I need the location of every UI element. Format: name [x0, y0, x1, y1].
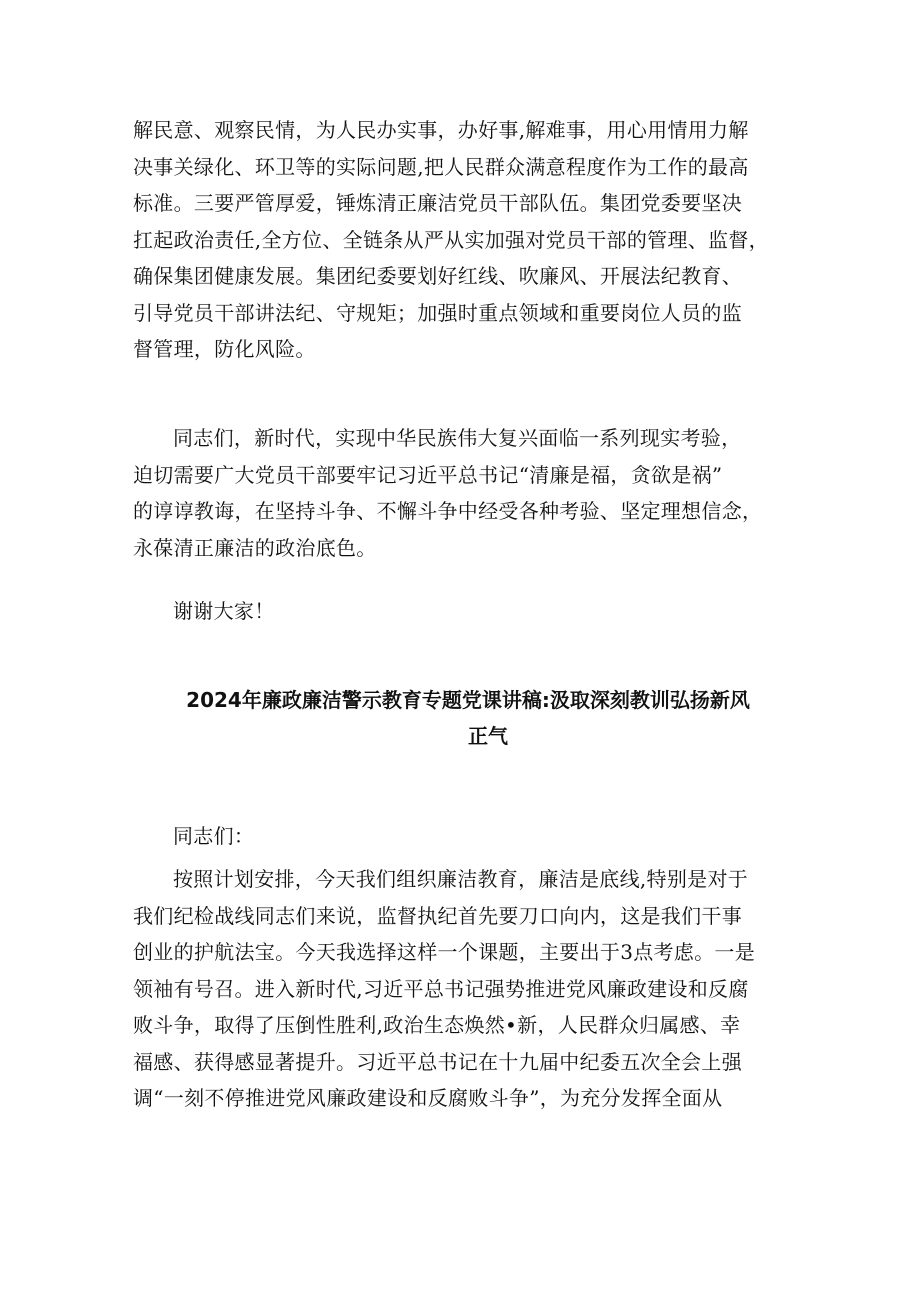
closing-thanks	[133, 593, 803, 630]
text-line: 引导党员干部讲法纪、守规矩；加强时重点领域和重要岗位人员的监	[133, 300, 742, 325]
text-line: 的谆谆教诲，在坚持斗争、不懈斗争中经受各种考验、坚定理想信念，	[133, 499, 763, 523]
text-line: 决事关绿化、环卫等的实际问题,把人民群众满意程度作为工作的最高	[133, 154, 749, 179]
text-line: 解民意、观察民情，为人民办实事，办好事,解难事，用心用情用力解	[133, 118, 749, 142]
paragraph-continuation	[133, 112, 803, 368]
title-line: 2024年廉政廉洁警示教育专题党课讲稿:汲取深刻教训弘扬新风	[186, 688, 750, 712]
text-line: 扛起政治责任,全方位、全链条从严从实加强对党员干部的管理、监督，	[133, 227, 769, 252]
title-line: 正气	[468, 724, 508, 748]
text-line: 确保集团健康发展。集团纪委要划好红线、吹廉风、开展法纪教育、	[133, 264, 742, 288]
text-line: 我们纪检战线同志们来说，监督执纪首先要刀口向内，这是我们干事	[133, 903, 742, 928]
paragraph-closing	[133, 420, 803, 566]
text-line: 调“一刻不停推进党风廉政建设和反腐败斗争”，为充分发挥全面从	[133, 1086, 723, 1110]
text-line: 领袖有号召。进入新时代,习近平总书记强势推进党风廉政建设和反腐	[133, 976, 749, 1001]
text-line: 永葆清正廉洁的政治底色。	[133, 535, 377, 560]
text-line: 福感、获得感显著提升。习近平总书记在十九届中纪委五次全会上强	[133, 1049, 742, 1074]
text-line: 同志们，新时代，实现中华民族伟大复兴面临一系列现实考验，	[173, 426, 742, 450]
salutation	[133, 818, 803, 855]
text-line: 创业的护航法宝。今天我选择这样一个课题，主要出于3点考虑。一是	[133, 940, 756, 964]
text-line: 谢谢大家！	[173, 599, 275, 623]
section-title	[133, 682, 803, 754]
text-line: 败斗争，取得了压倒性胜利,政治生态焕然•新，人民群众归属感、幸	[133, 1013, 741, 1037]
text-line: 迫切需要广大党员干部要牢记习近平总书记“清廉是福，贪欲是祸”	[133, 462, 723, 487]
text-line: 标准。三要严管厚爱，锤炼清正廉洁党员干部队伍。集团党委要坚决	[133, 191, 742, 215]
text-line: 按照计划安排，今天我们组织廉洁教育，廉洁是底线,特别是对于	[173, 867, 749, 891]
text-line: 督管理，防化风险。	[133, 337, 316, 361]
paragraph-intro	[133, 861, 803, 1117]
text-line: 同志们：	[173, 824, 255, 848]
